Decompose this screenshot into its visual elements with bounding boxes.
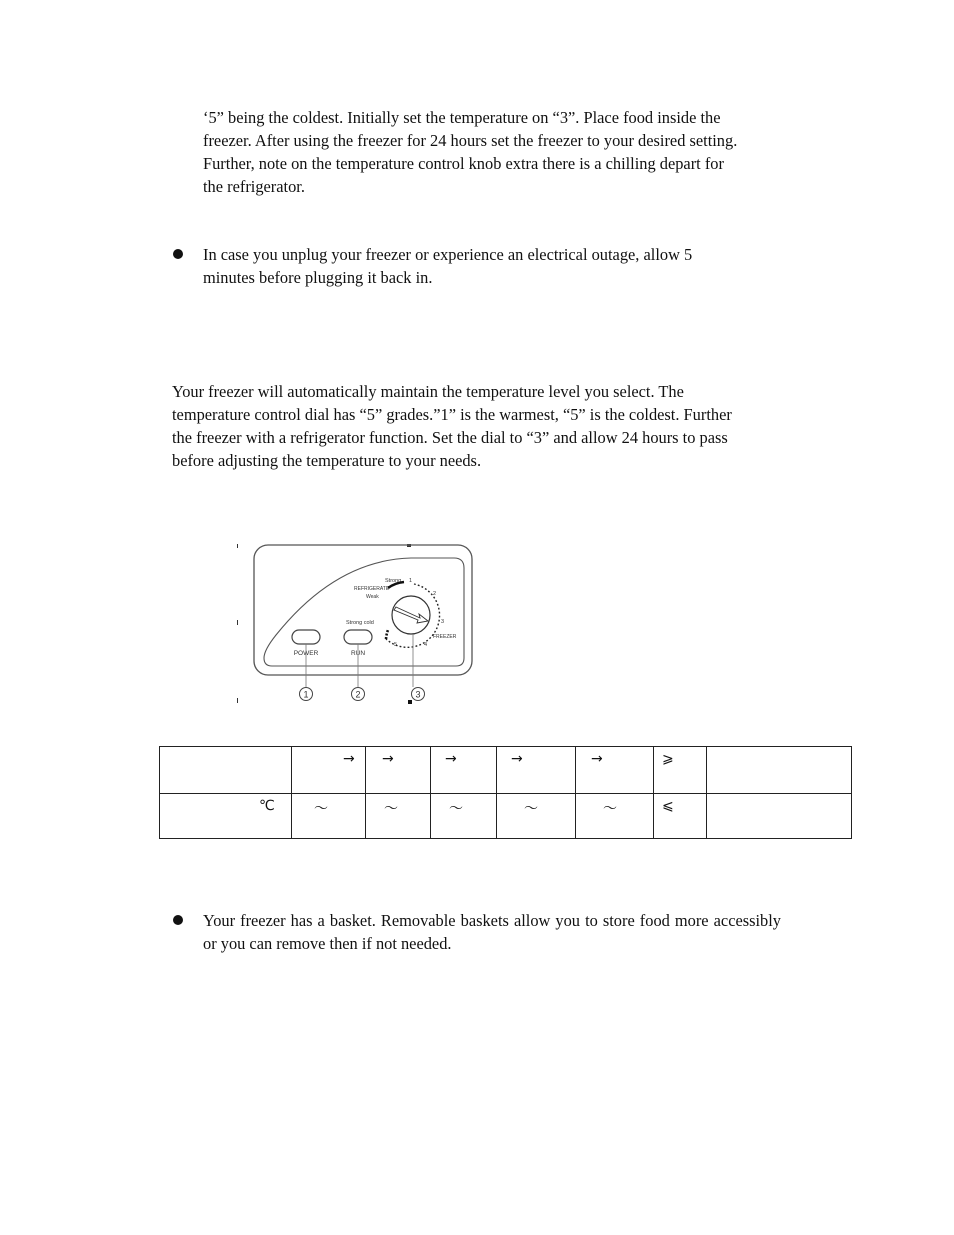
- edge-tick: [237, 544, 238, 548]
- tilde-symbol: ～: [314, 801, 328, 817]
- power-label: POWER: [293, 650, 319, 657]
- table-cell: [431, 747, 497, 794]
- table-cell: [497, 747, 576, 794]
- table-cell: [292, 794, 366, 839]
- dial-number: 5: [394, 642, 398, 648]
- temperature-line: Your freezer will automatically maintain the temperature level you select. The: [172, 382, 684, 401]
- freezer-label: FREEZER: [433, 634, 457, 640]
- intro-line: ‘5” being the coldest. Initially set the temperature on “3”. Place food inside the: [203, 108, 721, 127]
- dial-number: 2: [433, 591, 437, 597]
- table-cell: [366, 794, 431, 839]
- dial-number: 1: [409, 578, 413, 584]
- tilde-symbol: ～: [449, 801, 463, 817]
- greater-equal-symbol: ⩾: [662, 751, 674, 767]
- intro-line: the refrigerator.: [203, 177, 305, 196]
- dial-number: 3: [441, 619, 445, 625]
- table-cell: [707, 794, 852, 839]
- table-row: [160, 747, 852, 794]
- strong-cold-label: Strong cold: [346, 620, 374, 626]
- table-cell: [576, 747, 654, 794]
- dial-number: 4: [424, 642, 428, 648]
- unplug-bullet-text: [203, 243, 692, 289]
- temperature-paragraph: [172, 380, 732, 472]
- callout-1-number: 1: [303, 689, 309, 700]
- intro-line: Further, note on the temperature control knob extra there is a chilling depart for: [203, 154, 724, 173]
- table-cell: [292, 747, 366, 794]
- tilde-symbol: ～: [384, 801, 398, 817]
- table-cell: [707, 747, 852, 794]
- dial-cold-arc: [386, 630, 388, 639]
- tilde-symbol: ～: [603, 801, 617, 817]
- callout-3-number: 3: [415, 689, 421, 700]
- arrow-right-icon: →: [382, 751, 394, 767]
- basket-bullet-text: Your freezer has a basket. Removable baskets allow you to store food more accessibly or you can remove then if not needed.: [203, 911, 781, 953]
- less-equal-symbol: ⩽: [662, 798, 674, 814]
- arrow-right-icon: →: [591, 751, 603, 767]
- unplug-line: minutes before plugging it back in.: [203, 268, 433, 287]
- temperature-line: temperature control dial has “5” grades.”1” is the warmest, “5” is the coldest. Further: [172, 405, 732, 424]
- table-cell: [160, 794, 292, 839]
- strong-label: Strong: [385, 578, 402, 584]
- edge-tick: [237, 698, 238, 703]
- bullet-icon: [173, 915, 183, 925]
- power-button-shape: [292, 630, 320, 644]
- table-cell: [654, 794, 707, 839]
- intro-line: freezer. After using the freezer for 24 hours set the freezer to your desired setting.: [203, 131, 738, 150]
- edge-tick: [408, 700, 412, 704]
- refrigerate-label: REFRIGERATE: [354, 586, 390, 592]
- temperature-table: [159, 746, 852, 839]
- temperature-line: before adjusting the temperature to your needs.: [172, 451, 482, 470]
- callout-2-number: 2: [355, 689, 361, 700]
- arrow-right-icon: →: [343, 751, 355, 767]
- weak-label: Weak: [366, 594, 379, 600]
- table-cell: [366, 747, 431, 794]
- run-button-shape: [344, 630, 372, 644]
- arrow-right-icon: →: [511, 751, 523, 767]
- table-row: [160, 794, 852, 839]
- arrow-right-icon: →: [445, 751, 457, 767]
- celsius-symbol: ℃: [259, 798, 275, 814]
- temperature-line: the freezer with a refrigerator function. Set the dial to “3” and allow 24 hours to pass: [172, 428, 728, 447]
- edge-tick: [237, 620, 238, 625]
- tilde-symbol: ～: [524, 801, 538, 817]
- table-cell: [160, 747, 292, 794]
- intro-paragraph: [203, 106, 737, 198]
- table-cell: [431, 794, 497, 839]
- unplug-line: In case you unplug your freezer or experience an electrical outage, allow 5: [203, 245, 693, 264]
- table-cell: [497, 794, 576, 839]
- bullet-icon: [173, 249, 183, 259]
- table-cell: [654, 747, 707, 794]
- table-cell: [576, 794, 654, 839]
- control-panel-figure: [236, 540, 476, 706]
- run-label: RUN: [350, 650, 366, 657]
